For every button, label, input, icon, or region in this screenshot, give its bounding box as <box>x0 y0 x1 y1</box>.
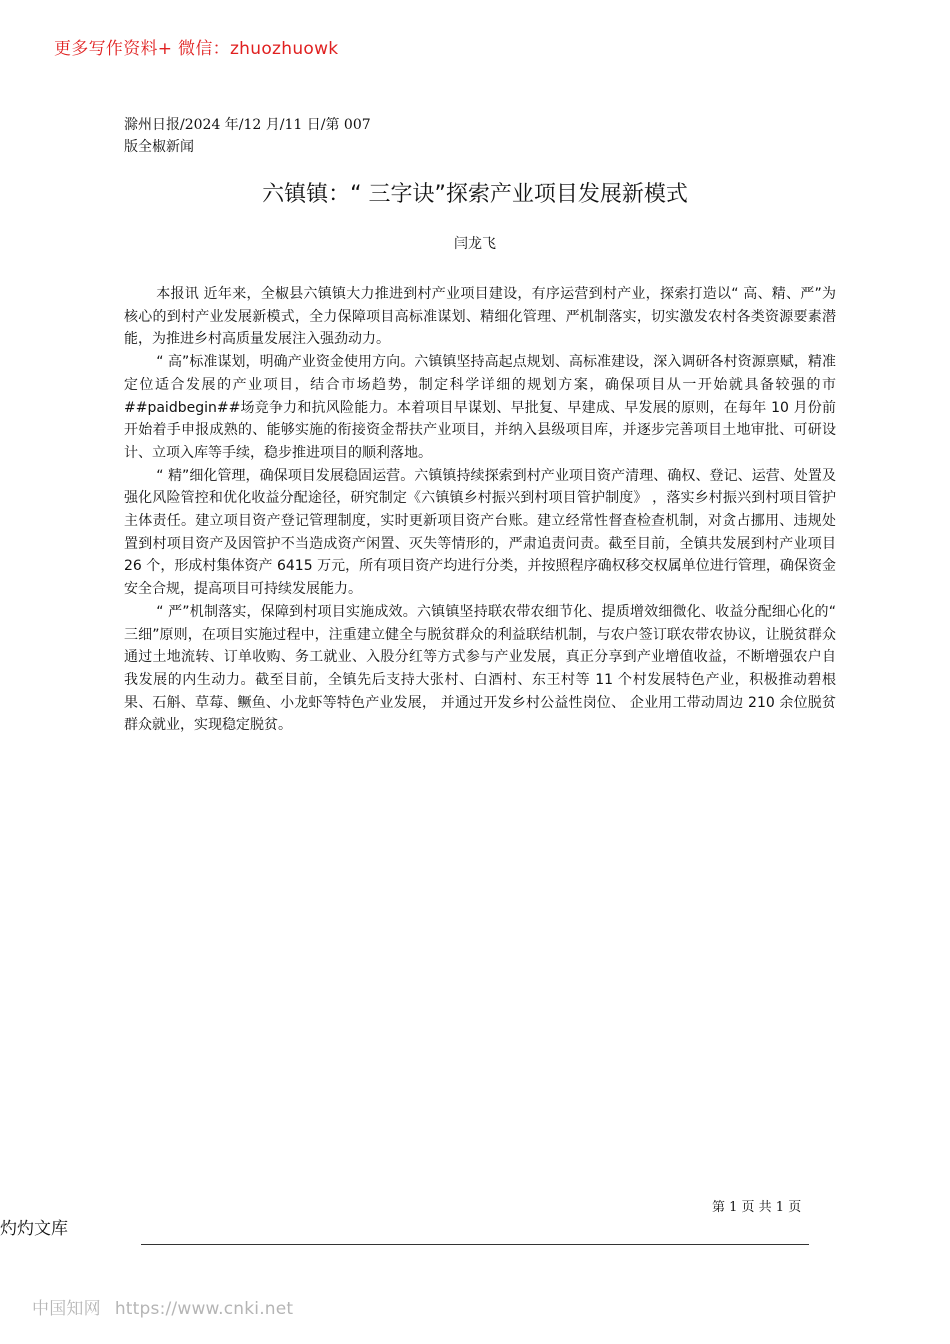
article-title: 六镇镇：“ 三字诀”探索产业项目发展新模式 <box>262 182 688 207</box>
paragraph: “ 高”标准谋划，明确产业资金使用方向。六镇镇坚持高起点规划、高标准建设，深入调研各村资源禀赋，精准定位适合发展的产业项目，结合市场趋势，制定科学详细的规划方案，确保项目从一开始就具备较强的市##paidbegin##场竞争力和抗风险能力。本着项目早谋划、早批复、早建成、早发展的原则，在每年 10 月份前开始着手申报成熟的、能够实施的衔接资金帮扶产业项目，并纳入县级项目库，并逐步完善项目土地审批、可研设计、立项入库等手续，稳步推进项目的顺利落地。 <box>124 354 836 461</box>
paragraph: 本报讯 近年来，全椒县六镇镇大力推进到村产业项目建设，有序运营到村产业，探索打造以“ 高、精、严”为核心的到村产业发展新模式，全力保障项目高标准谋划、精细化管理、严机制落实，切实激发农村各类资源要素潜能，为推进乡村高质量发展注入强劲动力。 <box>124 286 836 348</box>
paragraph: “ 严”机制落实，保障到村项目实施成效。六镇镇坚持联农带农细节化、提质增效细微化、收益分配细心化的“ 三细”原则，在项目实施过程中，注重建立健全与脱贫群众的利益联结机制，与农户签订联农带农协议，让脱贫群众通过土地流转、订单收购、务工就业、入股分红等方式参与产业发展，真正分享到产业增值收益，不断增强农户自我发展的内生动力。截至目前，全镇先后支持大张村、白酒村、东王村等 11 个村发展特色产业，积极推动碧根果、石斛、草莓、鳜鱼、小龙虾等特色产业发展， 并通过开发乡村公益性岗位、 企业用工带动周边 210 余位脱贫群众就业，实现稳定脱贫。 <box>124 603 836 734</box>
publication-section: 版全椒新闻 <box>124 139 194 155</box>
source-info <box>124 114 371 158</box>
page-number: 第 1 页 共 1 页 <box>712 1200 802 1215</box>
paragraph: “ 精”细化管理，确保项目发展稳固运营。六镇镇持续探索到村产业项目资产清理、确权、登记、运营、处置及强化风险管控和优化收益分配途径，研究制定《六镇镇乡村振兴到村项目管护制度》 ，落实乡村振兴到村项目管护主体责任。建立项目资产登记管理制度，实时更新项目资产台账。建立经常性督查检查机制，对贪占挪用、违规处置到村项目资产及因管护不当造成资产闲置、灭失等情形的，严肃追责问责。截至目前，全镇共发展到村产业项目 26 个，形成村集体资产 6415 万元，所有项目资产均进行分类，并按照程序确权移交权属单位进行管理，确保资金安全合规，提高项目可持续发展能力。 <box>124 467 836 598</box>
cnki-watermark <box>32 1294 293 1319</box>
library-label: 灼灼文库 <box>0 1219 68 1239</box>
article-author: 闫龙飞 <box>454 236 496 252</box>
watermark-url: https://www.cnki.net <box>114 1299 294 1319</box>
article-body <box>124 283 836 737</box>
promo-banner: 更多写作资料+ 微信：zhuozhuowk <box>54 39 339 59</box>
footer-divider <box>141 1244 809 1245</box>
watermark-name: 中国知网 <box>32 1299 101 1319</box>
publication-source: 滁州日报/2024 年/12 月/11 日/第 007 <box>124 117 371 133</box>
